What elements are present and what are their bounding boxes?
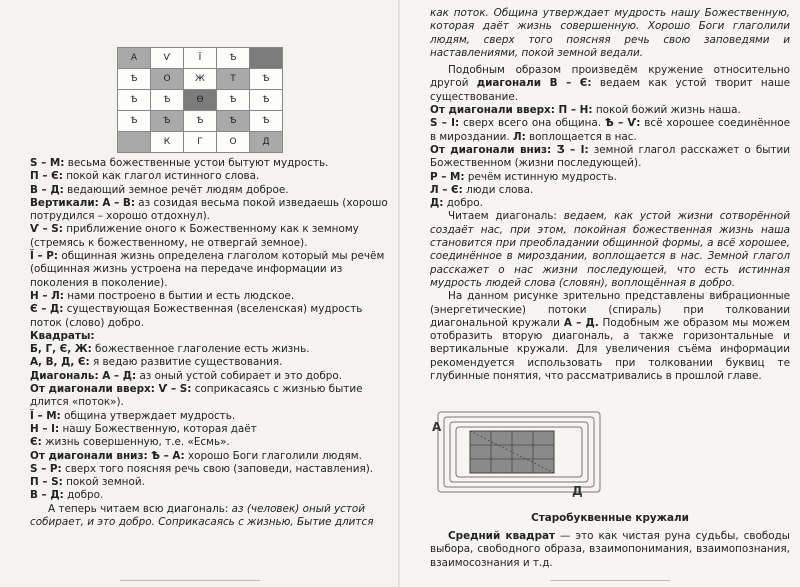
grid-cell: Ѣ bbox=[250, 90, 283, 111]
paragraph: Подобным образом произведём кружение относительно другой bbox=[430, 64, 790, 90]
pair-text: приближение оного к Божественному как к земному (стремясь к божественному, не отвергай земное). bbox=[30, 223, 359, 249]
paragraph-italic: как поток. Община утверждает мудрость нашу Божественную, которая даёт жизнь совершенную. Хорошо Боги глаголили людям, сверх того поясняя речь свою заповедями и наставлениями, покой земной ведали. bbox=[430, 7, 790, 59]
pair-label: П – Ѕ: bbox=[30, 476, 63, 489]
section-heading: Старобуквенные кружали bbox=[531, 512, 689, 524]
grid-cell: О bbox=[151, 69, 184, 90]
term: Средний квадрат bbox=[448, 530, 556, 542]
grid-cell bbox=[250, 48, 283, 69]
grid-cell: Ѵ bbox=[151, 48, 184, 69]
paragraph-italic: аз (человек) оный устой собирает, и это добро. Соприкасаясь с жизнью, Бытие длится bbox=[30, 502, 374, 529]
pair-label: Диагональ: А – Д: bbox=[30, 369, 137, 382]
grid-row bbox=[118, 111, 283, 132]
pair-text: ведающий земное речёт людям доброе. bbox=[63, 183, 289, 196]
grid-cell: Ѣ bbox=[250, 111, 283, 132]
pair-text: покой земной. bbox=[62, 476, 145, 489]
pair-label: Ѕ – Р: bbox=[30, 462, 62, 475]
section-heading-wrap bbox=[430, 512, 790, 525]
grid-cell: О bbox=[217, 132, 250, 153]
pair-label: диагонали В – Є: bbox=[476, 77, 592, 90]
pair-text: всё хорошее соединённое в мироздании. bbox=[430, 117, 790, 143]
paragraph: Подобным же образом мы можем отобразить вторую диагональ, а также горизонтальные и вертикальные кружали. Для увеличения съёма информации рекомендуется использовать при толковании буквиц те глубинные понятия, что рассматривались в прошлой главе. bbox=[430, 316, 790, 383]
grid-cell: Ѣ bbox=[118, 111, 151, 132]
grid-cell: Ѳ bbox=[184, 90, 217, 111]
paragraph: А теперь читаем всю диагональ: bbox=[48, 502, 232, 515]
grid-cell: Ѣ bbox=[118, 90, 151, 111]
grid-cell: Ѣ bbox=[118, 69, 151, 90]
pair-text: аз созидая весьма покой изведаешь (хорошо потрудился – хорошо отдохнул). bbox=[30, 196, 388, 223]
pair-label: П – Є: bbox=[30, 170, 63, 183]
pair-text: сверх всего она община. bbox=[459, 117, 605, 130]
grid-cell: Ѣ bbox=[250, 69, 283, 90]
pair-label: А, В, Д, Є: bbox=[30, 356, 90, 369]
right-text bbox=[430, 7, 790, 383]
grid-row bbox=[118, 90, 283, 111]
grid-cell: Ї bbox=[184, 48, 217, 69]
footer-rule bbox=[550, 580, 670, 581]
pair-text: покой как глагол истинного слова. bbox=[62, 170, 260, 183]
pair-label: Ї – М: bbox=[30, 409, 61, 422]
grid-row bbox=[118, 48, 283, 69]
pair-label: А – Д. bbox=[563, 316, 599, 329]
pair-label: Р – М: bbox=[430, 170, 465, 183]
pair-text: нами построено в бытии и есть людское. bbox=[63, 289, 295, 302]
pair-label: Ѵ – Ѕ: bbox=[30, 223, 63, 236]
diagram-label-d: Д bbox=[572, 484, 583, 498]
grid-cell: Ѣ bbox=[217, 48, 250, 69]
pair-text: воплощается в нас. bbox=[525, 130, 637, 143]
footer-rule bbox=[120, 580, 260, 581]
pair-text: соприкасаясь с жизнью бытие длится «поток»). bbox=[30, 383, 363, 409]
pair-label: От диагонали вниз: Ѣ – А: bbox=[30, 449, 185, 462]
right-page bbox=[400, 0, 800, 587]
pair-label: Вертикали: А – В: bbox=[30, 196, 135, 209]
pair-text: сверх того поясняя речь свою (заповеди, наставления). bbox=[61, 462, 374, 475]
pair-label: Є – Д: bbox=[30, 303, 64, 316]
grid-cell: Ж bbox=[184, 69, 217, 90]
grid-cell: Ѣ bbox=[151, 90, 184, 111]
pair-text: существующая Божественная (вселенская) мудрость поток (слово) добро. bbox=[30, 303, 363, 329]
pair-label: В – Д: bbox=[30, 489, 64, 502]
pair-text: я ведаю развитие существования. bbox=[89, 356, 283, 369]
grid-cell: Г bbox=[184, 132, 217, 153]
grid-row bbox=[118, 132, 283, 153]
pair-label: Л: bbox=[512, 130, 526, 143]
paragraph: — это как чистая руна судьбы, свободы выбора, свободного образа, взаимопонимания, взаимопознания, взаимосознания и т.д. bbox=[430, 530, 790, 569]
pair-text: нашу Божественную, которая даёт bbox=[59, 422, 257, 435]
pair-text: весьма божественные устои бытуют мудрость. bbox=[64, 157, 329, 169]
grid-cell bbox=[118, 132, 151, 153]
grid-cell: Д bbox=[250, 132, 283, 153]
grid-cell: А bbox=[118, 48, 151, 69]
pair-label: От диагонали вниз: Ӡ – І: bbox=[430, 143, 589, 156]
pair-text: люди слова. bbox=[462, 183, 534, 196]
grid-cell: Ѣ bbox=[184, 111, 217, 132]
pair-label: Б, Г, Є, Ж: bbox=[30, 343, 92, 356]
pair-text: община утверждает мудрость. bbox=[60, 409, 236, 422]
paragraph: ведаем как устой творит наше существование. bbox=[430, 77, 790, 103]
paragraph-italic: ведаем, как устой жизни сотворённой создаёт нас, при этом, покойная божественная жизнь наша становится при преобладании общинной формы, а всё хорошее, соединённое в мироздании, воплощается в нас. Земной глагол расскажет о нас жизни последующей, что есть истинная мудрость людей слова (словян), воплощённая в добро. bbox=[430, 210, 791, 289]
pair-label: От диагонали вверх: Ѵ – Ѕ: bbox=[30, 383, 192, 396]
pair-text: речём истинную мудрость. bbox=[464, 170, 617, 183]
diagram-label-a: А bbox=[432, 420, 442, 434]
pair-label: Ѕ – М: bbox=[30, 157, 65, 169]
pair-label: Ї – Р: bbox=[30, 250, 59, 263]
pair-label: В – Д: bbox=[30, 183, 64, 196]
paragraph: Читаем диагональ: bbox=[448, 210, 564, 223]
pair-text: добро. bbox=[443, 197, 483, 210]
paragraph: На данном рисунке зрительно представлены вибрационные (энергетические) потоки (спираль) при толковании диагональной кружали bbox=[430, 290, 790, 329]
pair-label: Є: bbox=[30, 436, 42, 449]
pair-label: Д: bbox=[430, 197, 444, 210]
pair-label: Ѣ – Ѵ: bbox=[605, 117, 641, 130]
pair-label: Н – Л: bbox=[30, 289, 64, 302]
pair-text: покой божий жизнь наша. bbox=[592, 104, 741, 117]
grid-row bbox=[118, 69, 283, 90]
pair-text: аз оный устой собирает и это добро. bbox=[136, 369, 342, 382]
pair-text: жизнь совершенную, т.е. «Есмь». bbox=[41, 436, 230, 449]
pair-text: общинная жизнь определена глаголом который мы речём (общинная жизнь устроена на передаче информации из поколения в поколение). bbox=[30, 250, 385, 289]
pair-label: Ѕ – І: bbox=[430, 117, 460, 130]
section-heading: Квадраты: bbox=[30, 329, 95, 342]
letter-grid bbox=[117, 47, 283, 153]
pair-text: добро. bbox=[63, 489, 104, 502]
spiral-diagram bbox=[432, 408, 602, 498]
pair-label: Л – Є: bbox=[430, 183, 463, 196]
pair-label: Н – І: bbox=[30, 422, 60, 435]
left-text bbox=[30, 157, 390, 529]
grid-cell: Ѣ bbox=[151, 111, 184, 132]
pair-text: земной глагол расскажет о бытии Божественном (жизни последующей). bbox=[430, 143, 790, 170]
diagram-grid bbox=[470, 431, 554, 473]
grid-cell: Ѣ bbox=[217, 111, 250, 132]
pair-text: хорошо Боги глаголили людям. bbox=[184, 449, 362, 462]
grid-cell: Т bbox=[217, 69, 250, 90]
grid-cell: Ѣ bbox=[217, 90, 250, 111]
pair-label: От диагонали вверх: П – Н: bbox=[430, 104, 593, 117]
pair-text: божественное глаголение есть жизнь. bbox=[91, 343, 310, 356]
right-text-bottom bbox=[430, 530, 790, 570]
grid-cell: К bbox=[151, 132, 184, 153]
